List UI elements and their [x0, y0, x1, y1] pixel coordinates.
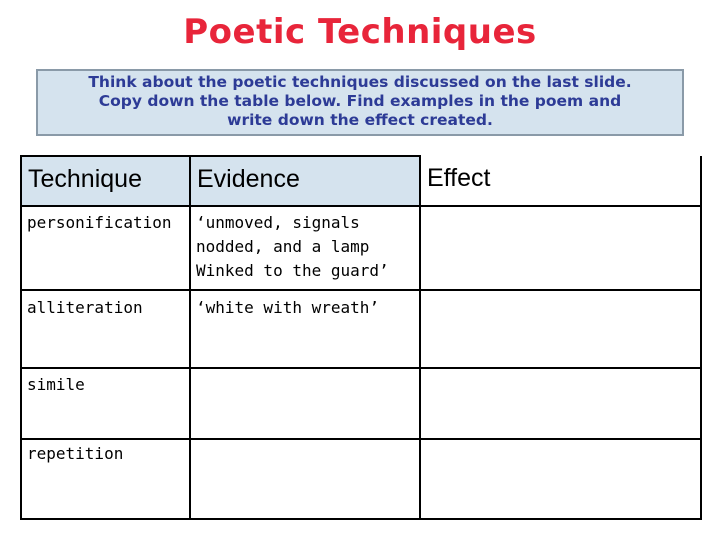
techniques-table [20, 155, 702, 520]
evidence-cell [190, 290, 420, 368]
table-header-row [21, 156, 701, 206]
technique-text: repetition [27, 444, 124, 463]
effect-text [421, 207, 700, 211]
effect-text [421, 291, 700, 296]
table-row [21, 206, 701, 290]
evidence-cell [190, 368, 420, 439]
instructions-line-1: Think about the poetic techniques discussed on the last slide. [88, 73, 632, 91]
instructions-line-2: Copy down the table below. Find examples in the poem and [98, 92, 622, 110]
effect-cell [420, 368, 701, 439]
evidence-text: ‘white with wreath’ [196, 298, 380, 317]
table-row [21, 368, 701, 439]
instructions-box [36, 69, 684, 136]
header-evidence: Evidence [190, 156, 420, 206]
technique-cell [21, 368, 190, 439]
technique-cell [21, 206, 190, 290]
effect-cell [420, 290, 701, 368]
table-row [21, 439, 701, 519]
page-title: Poetic Techniques [183, 12, 537, 52]
evidence-text [191, 440, 419, 444]
effect-cell [420, 206, 701, 290]
technique-cell [21, 290, 190, 368]
effect-cell [420, 439, 701, 519]
effect-text [421, 369, 700, 371]
evidence-cell [190, 206, 420, 290]
evidence-cell [190, 439, 420, 519]
effect-text [421, 440, 700, 444]
table-row [21, 290, 701, 368]
evidence-text: ‘unmoved, signals nodded, and a lamp Winked to the guard’ [196, 213, 389, 280]
technique-text: simile [27, 375, 85, 394]
header-technique: Technique [21, 156, 190, 206]
evidence-text [191, 369, 419, 371]
instructions-line-3: write down the effect created. [227, 111, 493, 129]
header-effect: Effect [420, 156, 701, 206]
technique-text: alliteration [27, 298, 143, 317]
technique-cell [21, 439, 190, 519]
technique-text: personification [27, 213, 172, 232]
